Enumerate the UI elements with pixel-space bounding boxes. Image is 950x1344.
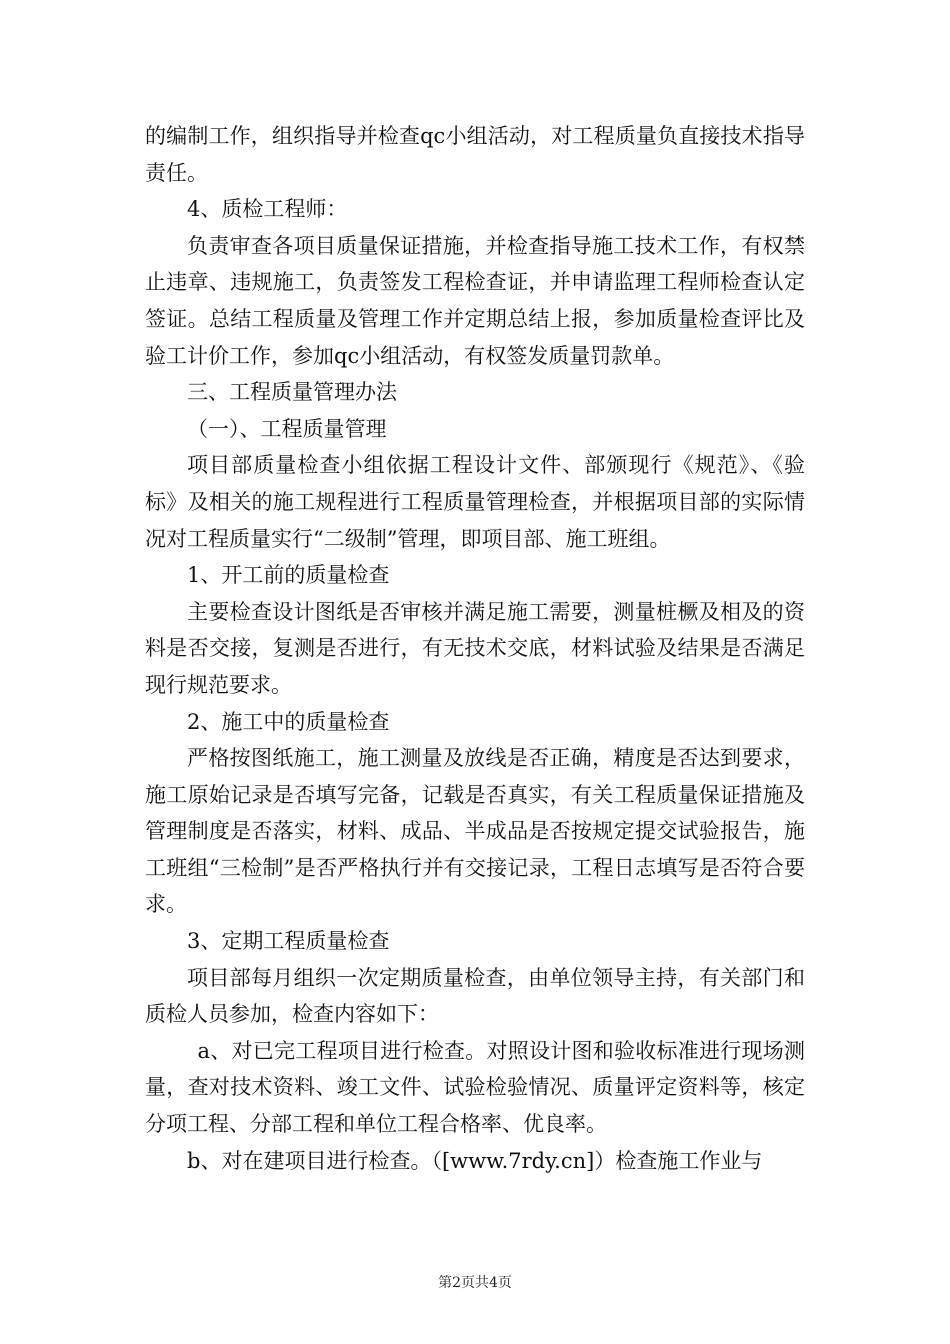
heading-subsection-one: （一）、工程质量管理 [187,416,387,441]
heading-section-three: 三、工程质量管理办法 [187,380,397,405]
heading-quality-inspector: 4、质检工程师： [187,197,348,222]
page-number: 第2页共4页 [438,1275,512,1291]
heading-periodic-check: 3、定期工程质量检查 [187,929,390,954]
heading-in-construction-check: 2、施工中的质量检查 [187,709,390,734]
heading-pre-construction-check: 1、开工前的质量检查 [187,563,390,588]
paragraph-in-construction-check: 严格按图纸施工，施工测量及放线是否正确，精度是否达到要求，施工原始记录是否填写完备，记载是否真实，有关工程质量保证措施及管理制度是否落实，材料、成品、半成品是否按规定提交试验报告，施工班组“三检制”是否严格执行并有交接记录，工程日志填写是否符合要求。 [145,746,805,917]
paragraph-periodic-check: 项目部每月组织一次定期质量检查，由单位领导主持，有关部门和质检人员参加，检查内容如下： [145,965,805,1027]
paragraph-item-a: a、对已完工程项目进行检查。对照设计图和验收标准进行现场测量，查对技术资料、竣工文件、试验检验情况、质量评定资料等，核定分项工程、分部工程和单位工程合格率、优良率。 [145,1038,805,1137]
paragraph-item-b: b、对在建项目进行检查。（[www.7rdy.cn]）检查施工作业与 [187,1148,763,1173]
document-body [145,118,805,1179]
paragraph-pre-construction-check: 主要检查设计图纸是否审核并满足施工需要，测量桩橛及相及的资料是否交接，复测是否进行，有无技术交底，材料试验及结果是否满足现行规范要求。 [145,599,805,697]
paragraph-inspector-duties: 负责审查各项目质量保证措施，并检查指导施工技术工作，有权禁止违章、违规施工，负责签发工程检查证，并申请监理工程师检查认定签证。总结工程质量及管理工作并定期总结上报，参加质量检查评比及验工计价工作，参加qc小组活动，有权签发质量罚款单。 [145,233,805,368]
paragraph-quality-management: 项目部质量检查小组依据工程设计文件、部颁现行《规范》、《验标》及相关的施工规程进行工程质量管理检查，并根据项目部的实际情况对工程质量实行“二级制”管理，即项目部、施工班组。 [145,453,805,551]
paragraph-continuation: 的编制工作，组织指导并检查qc小组活动，对工程质量负直接技术指导责任。 [145,124,805,185]
